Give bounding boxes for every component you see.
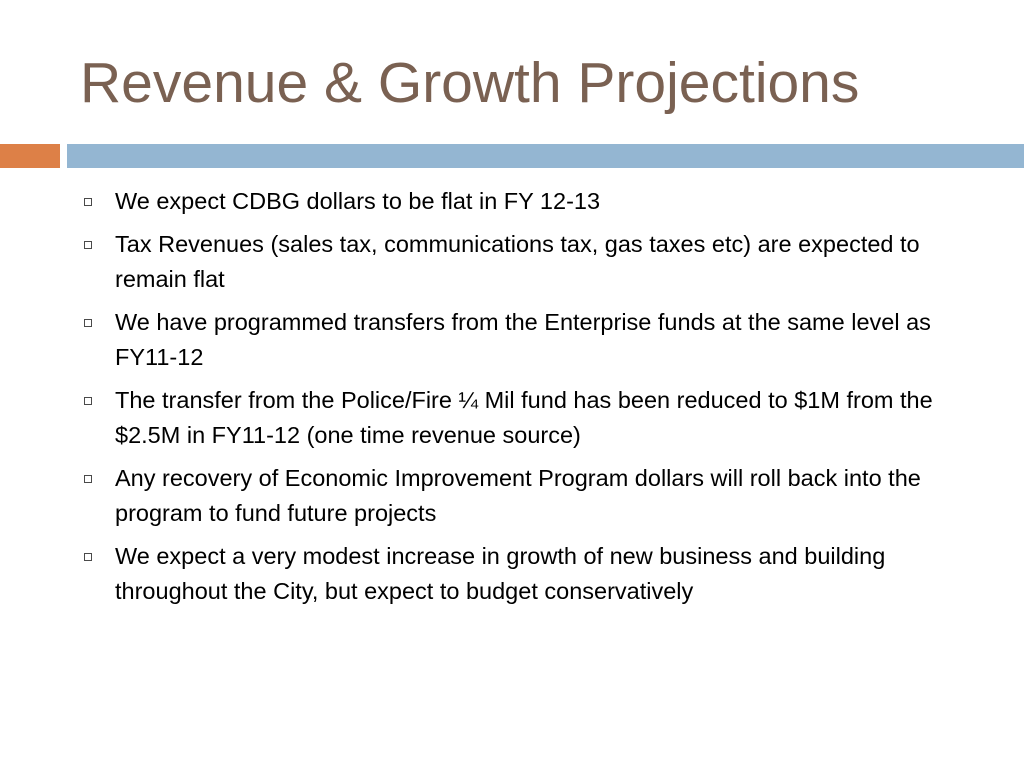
bullet-item — [80, 383, 970, 453]
bullet-item — [80, 227, 970, 297]
bullet-item — [80, 539, 970, 609]
hollow-square-bullet-icon — [84, 198, 92, 206]
bullet-item — [80, 461, 970, 531]
hollow-square-bullet-icon — [84, 397, 92, 405]
bullet-text: We have programmed transfers from the Enterprise funds at the same level as FY11-12 — [115, 309, 931, 370]
bullet-text: Tax Revenues (sales tax, communications tax, gas taxes etc) are expected to remain flat — [115, 231, 920, 292]
hollow-square-bullet-icon — [84, 553, 92, 561]
hollow-square-bullet-icon — [84, 475, 92, 483]
bullet-text: We expect a very modest increase in growth of new business and building throughout the City, but expect to budget conservatively — [115, 543, 886, 604]
accent-bar-blue — [67, 144, 1024, 168]
bullet-text: The transfer from the Police/Fire ¼ Mil fund has been reduced to $1M from the $2.5M in FY11-12 (one time revenue source) — [115, 387, 933, 448]
hollow-square-bullet-icon — [84, 319, 92, 327]
bullet-item — [80, 305, 970, 375]
bullet-list — [80, 184, 970, 617]
bullet-text: Any recovery of Economic Improvement Program dollars will roll back into the program to fund future projects — [115, 465, 921, 526]
accent-bar-orange — [0, 144, 60, 168]
bullet-text: We expect CDBG dollars to be flat in FY 12-13 — [115, 188, 601, 214]
bullet-item — [80, 184, 970, 219]
slide-title: Revenue & Growth Projections — [80, 51, 860, 115]
hollow-square-bullet-icon — [84, 241, 92, 249]
